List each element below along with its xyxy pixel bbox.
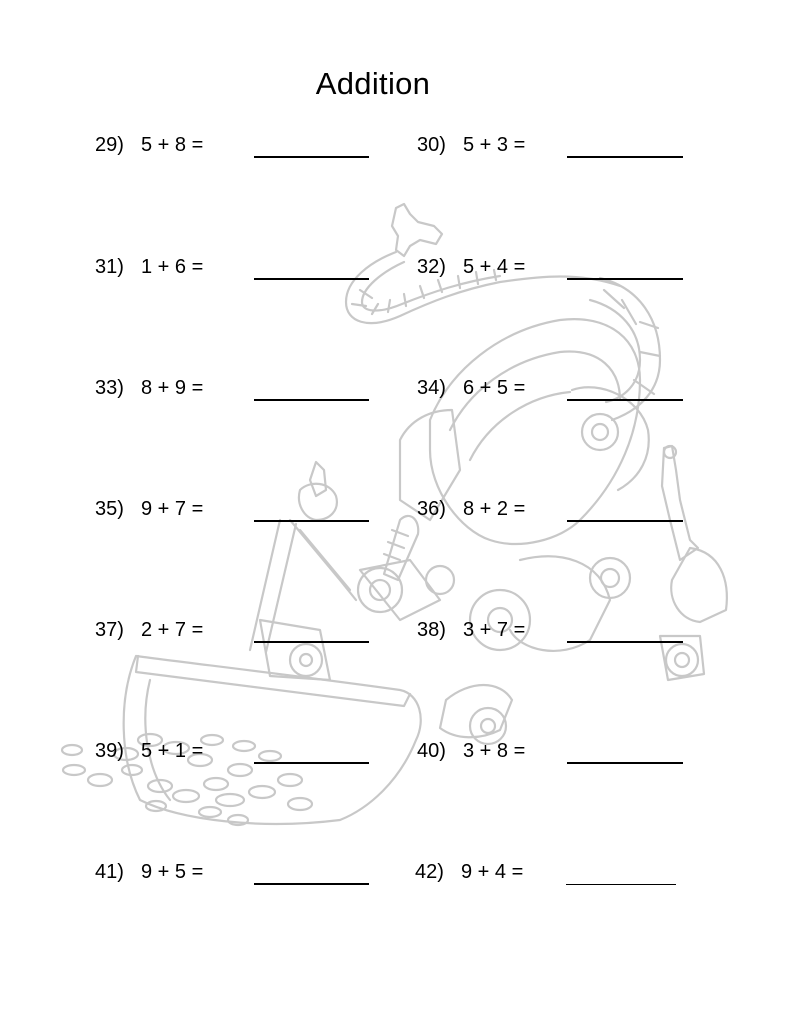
problem-expression: 5 + 8 = <box>141 134 204 156</box>
answer-line[interactable] <box>254 278 369 280</box>
answer-line[interactable] <box>567 278 683 280</box>
answer-line[interactable] <box>567 156 683 158</box>
problem-expression: 6 + 5 = <box>463 377 526 399</box>
answer-line[interactable] <box>254 156 369 158</box>
answer-line[interactable] <box>567 399 683 401</box>
problem-expression: 9 + 5 = <box>141 861 204 883</box>
problem-expression: 5 + 3 = <box>463 134 526 156</box>
problem-number: 34) <box>417 377 446 399</box>
answer-line[interactable] <box>254 762 369 764</box>
problem-expression: 8 + 9 = <box>141 377 204 399</box>
problem-number: 42) <box>415 861 444 883</box>
problem-expression: 5 + 4 = <box>463 256 526 278</box>
problem-number: 37) <box>95 619 124 641</box>
problem-number: 41) <box>95 861 124 883</box>
problem-expression: 3 + 7 = <box>463 619 526 641</box>
problem-expression: 9 + 4 = <box>461 861 524 883</box>
problem-number: 30) <box>417 134 446 156</box>
problem-number: 40) <box>417 740 446 762</box>
problem-expression: 2 + 7 = <box>141 619 204 641</box>
answer-line[interactable] <box>254 520 369 522</box>
answer-line[interactable] <box>254 399 369 401</box>
answer-line[interactable] <box>567 520 683 522</box>
problem-number: 31) <box>95 256 124 278</box>
problem-expression: 3 + 8 = <box>463 740 526 762</box>
problem-number: 39) <box>95 740 124 762</box>
problem-number: 35) <box>95 498 124 520</box>
problem-number: 29) <box>95 134 124 156</box>
problem-expression: 5 + 1 = <box>141 740 204 762</box>
answer-line[interactable] <box>567 762 683 764</box>
answer-line[interactable] <box>567 641 683 643</box>
problem-expression: 1 + 6 = <box>141 256 204 278</box>
problem-number: 32) <box>417 256 446 278</box>
answer-line[interactable] <box>254 641 369 643</box>
answer-line[interactable] <box>566 884 676 885</box>
problem-number: 36) <box>417 498 446 520</box>
problem-number: 38) <box>417 619 446 641</box>
problem-expression: 9 + 7 = <box>141 498 204 520</box>
answer-line[interactable] <box>254 883 369 885</box>
problem-number: 33) <box>95 377 124 399</box>
worksheet-title: Addition <box>315 66 431 101</box>
problem-expression: 8 + 2 = <box>463 498 526 520</box>
